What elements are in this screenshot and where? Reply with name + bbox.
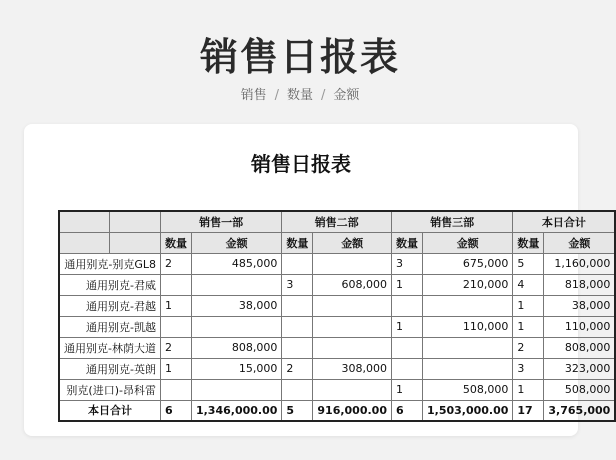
amount-cell: 1,160,000 [544,253,615,274]
amount-cell [191,274,281,295]
qty-cell [160,316,191,337]
qty-cell [282,295,313,316]
row-category: 通用别克-林荫大道 [59,337,160,358]
amount-cell [313,253,392,274]
breadcrumb-item[interactable]: 金额 [333,88,360,103]
qty-cell [391,358,422,379]
table-row [59,316,615,337]
total-label: 本日合计 [59,400,160,421]
document-card [24,124,611,436]
qty-cell: 2 [160,253,191,274]
col-header-qty: 数量 [391,232,422,253]
qty-cell: 2 [513,337,544,358]
amount-cell: 110,000 [422,316,512,337]
qty-cell: 1 [160,295,191,316]
sub-header-row [59,232,615,253]
table-row [59,379,615,400]
amount-cell: 808,000 [544,337,615,358]
qty-cell [282,337,313,358]
corner-cell [110,211,161,232]
col-header-qty: 数量 [282,232,313,253]
amount-cell [422,358,512,379]
amount-cell [313,295,392,316]
amount-cell [191,379,281,400]
qty-cell: 1 [391,274,422,295]
qty-cell [160,274,191,295]
amount-cell: 308,000 [313,358,392,379]
group-header: 销售一部 [160,211,281,232]
breadcrumb-separator: / [321,88,326,103]
qty-cell [282,379,313,400]
group-header: 销售三部 [391,211,512,232]
table-row [59,358,615,379]
total-cell: 6 [160,400,191,421]
total-cell: 17 [513,400,544,421]
page-title: 销售日报表 [199,35,400,79]
amount-cell: 110,000 [544,316,615,337]
qty-cell: 4 [513,274,544,295]
amount-cell [313,316,392,337]
row-category: 通用别克-英朗 [59,358,160,379]
breadcrumb [0,84,600,103]
breadcrumb-separator: / [274,88,279,103]
amount-cell: 608,000 [313,274,392,295]
amount-cell: 38,000 [191,295,281,316]
sales-table [58,210,616,422]
group-header: 销售二部 [282,211,392,232]
qty-cell: 5 [513,253,544,274]
amount-cell [422,295,512,316]
qty-cell: 1 [160,358,191,379]
amount-cell: 485,000 [191,253,281,274]
qty-cell: 1 [513,379,544,400]
amount-cell: 675,000 [422,253,512,274]
col-header-qty: 数量 [513,232,544,253]
total-cell: 6 [391,400,422,421]
total-cell: 1,503,000.00 [422,400,512,421]
row-category: 通用别克-君越 [59,295,160,316]
qty-cell: 2 [282,358,313,379]
corner-cell [110,232,161,253]
col-header-amount: 金额 [544,232,615,253]
qty-cell: 3 [513,358,544,379]
qty-cell [282,253,313,274]
qty-cell [391,295,422,316]
table-row [59,337,615,358]
total-cell: 1,346,000.00 [191,400,281,421]
amount-cell: 508,000 [422,379,512,400]
qty-cell [391,337,422,358]
total-cell: 3,765,000 [544,400,615,421]
qty-cell: 2 [160,337,191,358]
amount-cell: 508,000 [544,379,615,400]
qty-cell: 1 [391,316,422,337]
group-header-row [59,211,615,232]
amount-cell [313,337,392,358]
col-header-qty: 数量 [160,232,191,253]
corner-cell [59,211,110,232]
table-row [59,253,615,274]
row-category: 通用别克-别克GL8 [59,253,160,274]
qty-cell: 1 [391,379,422,400]
group-header: 本日合计 [513,211,615,232]
amount-cell [422,337,512,358]
qty-cell: 1 [513,295,544,316]
breadcrumb-item[interactable]: 数量 [286,88,313,103]
amount-cell: 210,000 [422,274,512,295]
breadcrumb-item[interactable]: 销售 [240,88,267,103]
col-header-amount: 金额 [191,232,281,253]
row-category: 通用别克-凯越 [59,316,160,337]
table-row [59,295,615,316]
document-title: 销售日报表 [251,152,351,176]
amount-cell: 38,000 [544,295,615,316]
corner-cell [59,232,110,253]
qty-cell [160,379,191,400]
amount-cell [313,379,392,400]
amount-cell: 818,000 [544,274,615,295]
col-header-amount: 金额 [422,232,512,253]
qty-cell: 3 [282,274,313,295]
amount-cell: 15,000 [191,358,281,379]
qty-cell: 1 [513,316,544,337]
qty-cell: 3 [391,253,422,274]
row-category: 别克(进口)-昂科雷 [59,379,160,400]
qty-cell [282,316,313,337]
row-category: 通用别克-君威 [59,274,160,295]
total-row [59,400,615,421]
col-header-amount: 金额 [313,232,392,253]
total-cell: 5 [282,400,313,421]
amount-cell: 323,000 [544,358,615,379]
total-cell: 916,000.00 [313,400,392,421]
table-row [59,274,615,295]
table-body [59,253,615,400]
amount-cell: 808,000 [191,337,281,358]
amount-cell [191,316,281,337]
